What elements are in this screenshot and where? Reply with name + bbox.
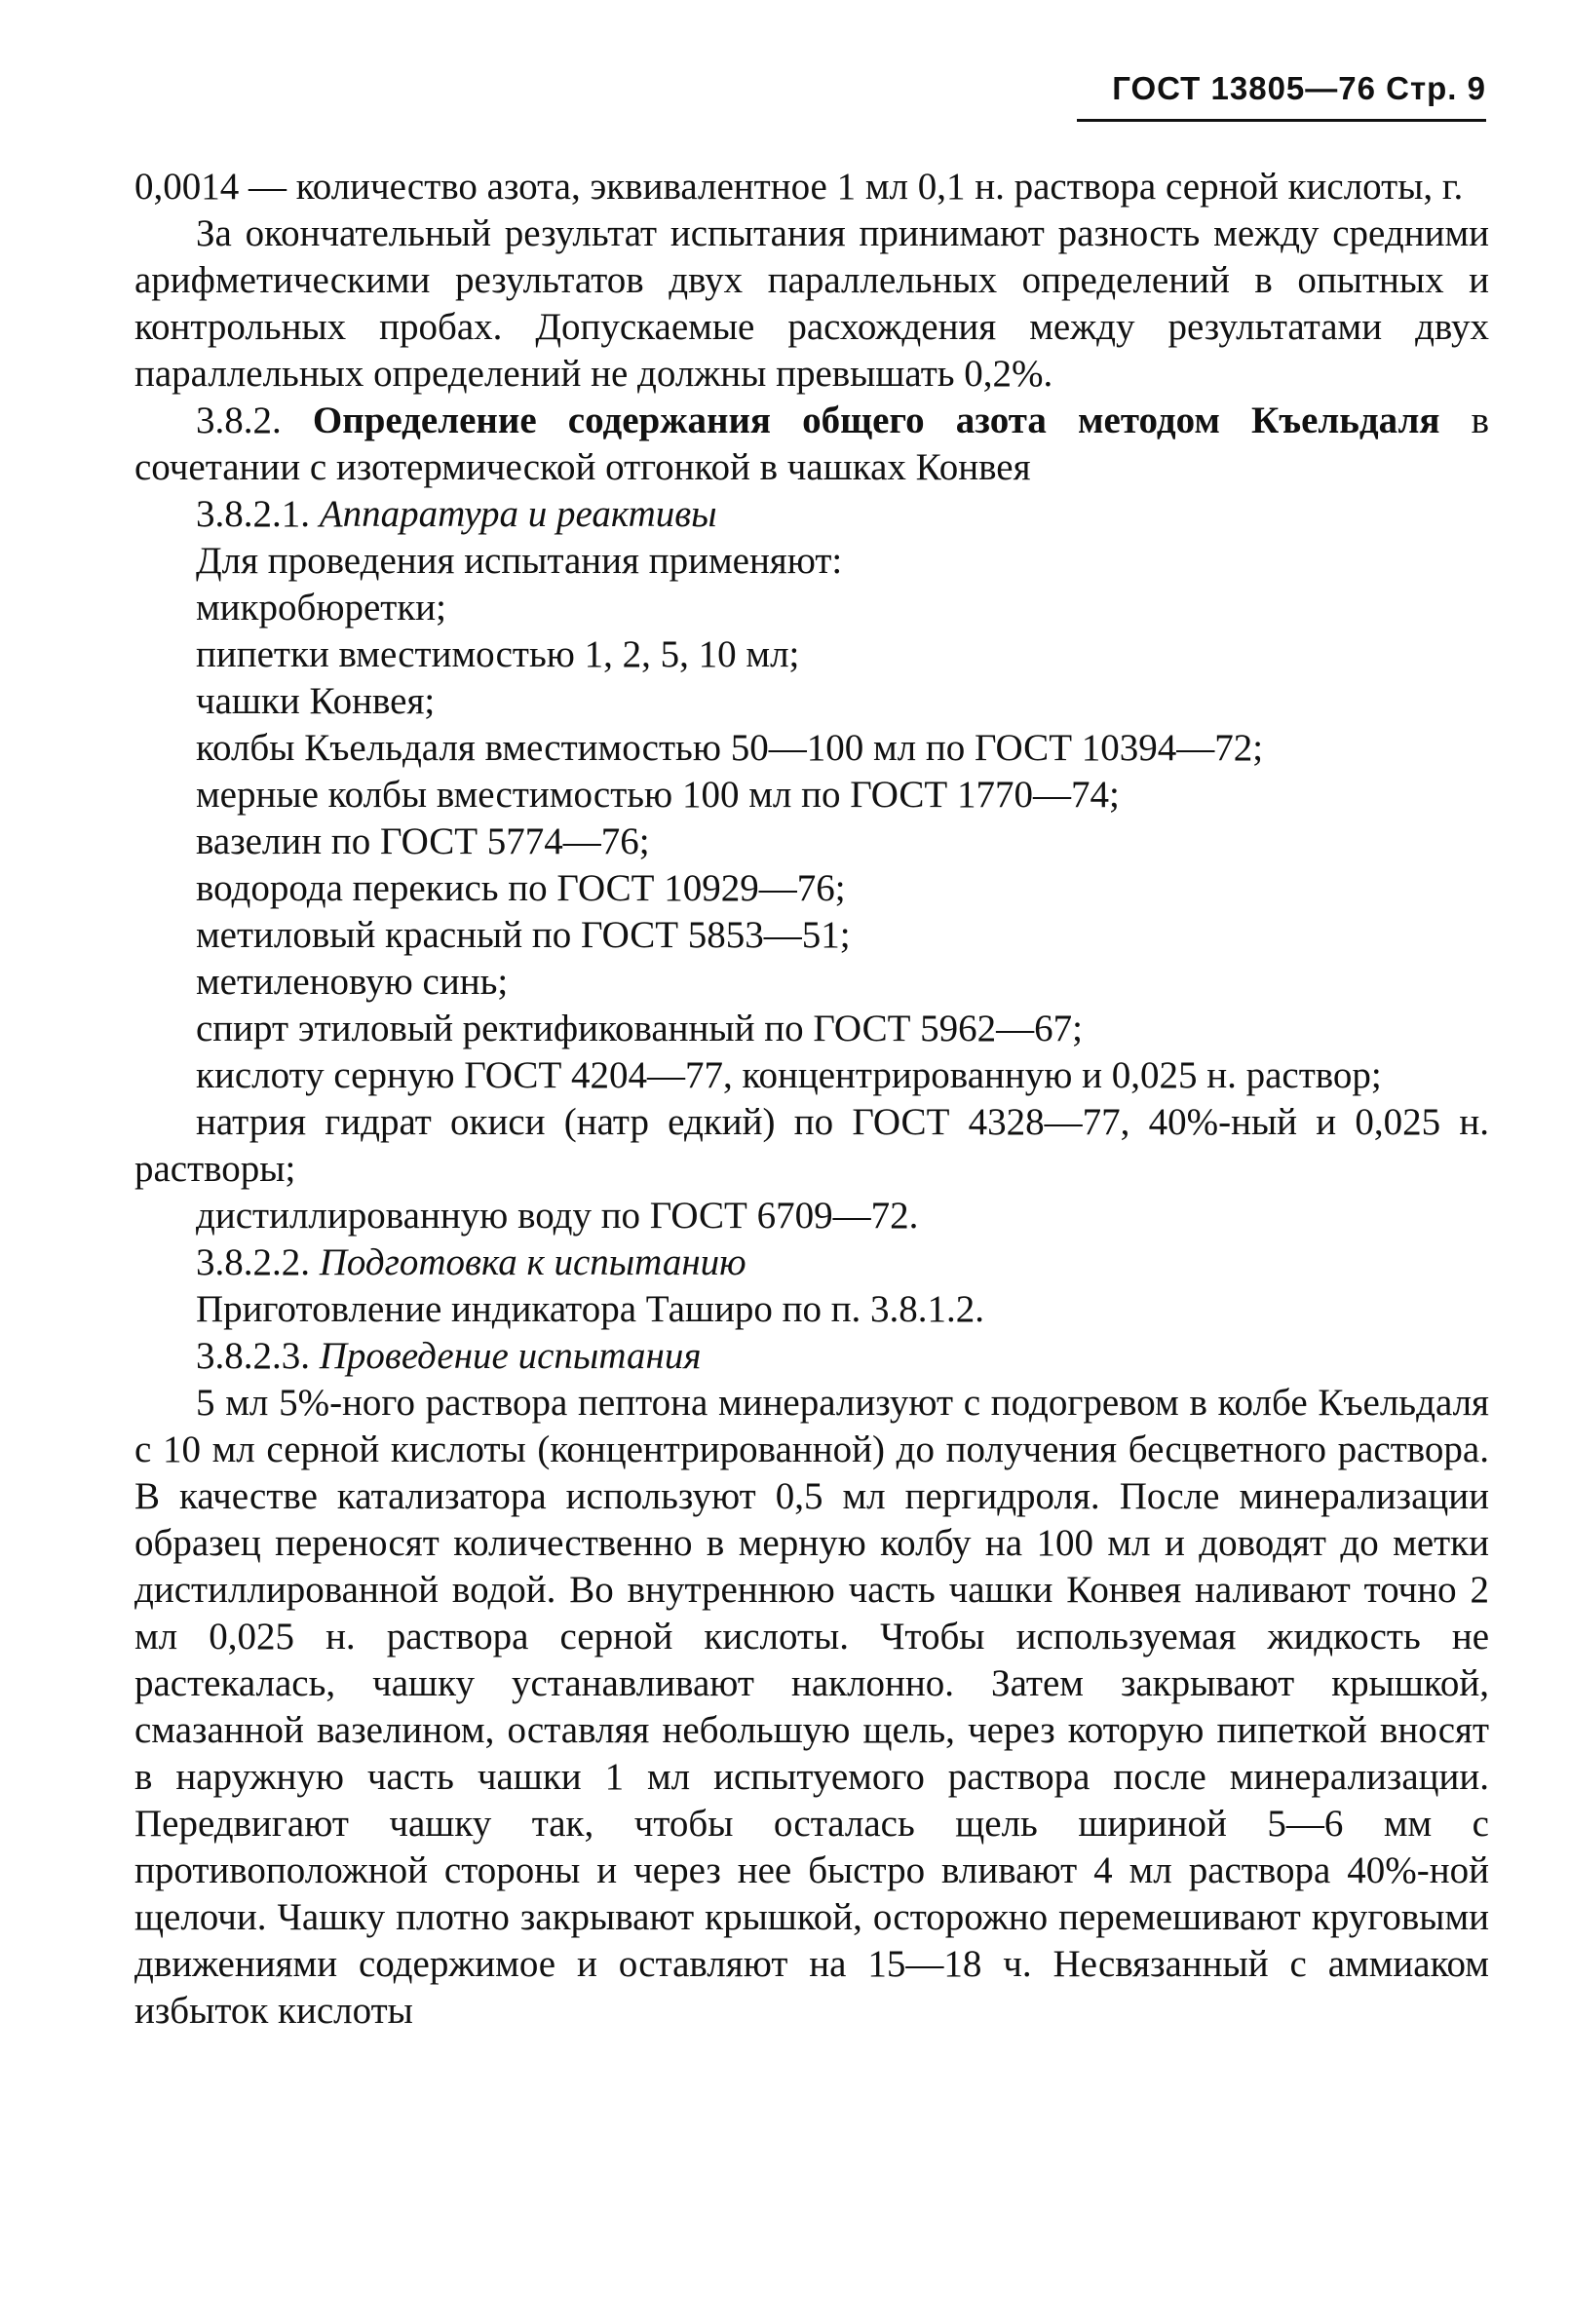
running-head: ГОСТ 13805—76 Стр. 9 [1112,70,1486,106]
subsection-heading [134,1333,1489,1380]
paragraph: кислоту серную ГОСТ 4204—77, концентрированную и 0,025 н. раствор; [196,1054,1382,1096]
section-number: 3.8.2. [196,400,282,441]
list-item: микробюретки; [196,587,446,629]
subsection-number: 3.8.2.3. [196,1335,310,1377]
list-item: спирт этиловый ректификованный по ГОСТ 5962—67; [196,1008,1083,1049]
section-title-continuation: в сочетании с изотермической отгонкой в чашках Конвея [134,400,1490,488]
subsection-number: 3.8.2.2. [196,1241,310,1283]
page-body [134,164,1489,2035]
paragraph: натрия гидрат окиси (натр едкий) по ГОСТ 4328—77, 40%-ный и 0,025 н. растворы; [134,1101,1489,1190]
list-item: вазелин по ГОСТ 5774—76; [196,820,650,862]
subsection-title: Подготовка к испытанию [319,1241,746,1283]
subsection-title: Проведение испытания [319,1335,702,1377]
list-item: мерные колбы вместимостью 100 мл по ГОСТ 1770—74; [196,774,1120,816]
list-item: метиловый красный по ГОСТ 5853—51; [196,914,851,956]
subsection-title: Аппаратура и реактивы [319,493,717,535]
list-item: дистиллированную воду по ГОСТ 6709—72. [196,1195,919,1237]
subsection-heading [134,1239,1489,1286]
subsection-number: 3.8.2.1. [196,493,310,535]
header-rule [1077,119,1486,122]
list-item: пипетки вместимостью 1, 2, 5, 10 мл; [196,633,800,675]
paragraph: колбы Къельдаля вместимостью 50—100 мл по ГОСТ 10394—72; [196,727,1264,769]
list-item: метиленовую синь; [196,961,509,1003]
subsection-heading [134,491,1489,538]
paragraph: За окончательный результат испытания принимают разность между средними арифметическими результатов двух параллельных определений в опытных и контрольных пробах. Допускаемые расхождения между результатами двух параллельных определений не должны превышать 0,2%. [134,212,1489,395]
section-title: Определение содержания общего азота методом Къельдаля [312,400,1440,441]
list-item: Приготовление индикатора Таширо по п. 3.8.1.2. [196,1288,985,1330]
list-item: чашки Конвея; [196,680,436,722]
section-heading [134,398,1489,491]
definition-line: 0,0014 — количество азота, эквивалентное 1 мл 0,1 н. раствора серной кислоты, г. [134,166,1464,208]
list-item: Для проведения испытания применяют: [196,540,843,582]
paragraph: 5 мл 5%-ного раствора пептона минерализуют с подогревом в колбе Къельдаля с 10 мл серной кислоты (концентрированной) до получения бесцветного раствора. В качестве катализатора используют 0,5 мл пергидроля. После минерализации образец переносят количественно в мерную колбу на 100 мл и доводят до метки дистиллированной водой. Во внутреннюю часть чашки Конвея наливают точно 2 мл 0,025 н. раствора серной кислоты. Чтобы используемая жидкость не растекалась, чашку устанавливают наклонно. Затем закрывают крышкой, смазанной вазелином, оставляя небольшую щель, через которую пипеткой вносят в наружную часть чашки 1 мл испытуемого раствора после минерализации. Передвигают чашку так, чтобы осталась щель шириной 5—6 мм с противоположной стороны и через нее быстро вливают 4 мл раствора 40%-ной щелочи. Чашку плотно закрывают крышкой, осторожно перемешивают круговыми движениями содержимое и оставляют на 15—18 ч. Несвязанный с аммиаком избыток кислоты [134,1382,1489,2032]
list-item: водорода перекись по ГОСТ 10929—76; [196,867,846,909]
